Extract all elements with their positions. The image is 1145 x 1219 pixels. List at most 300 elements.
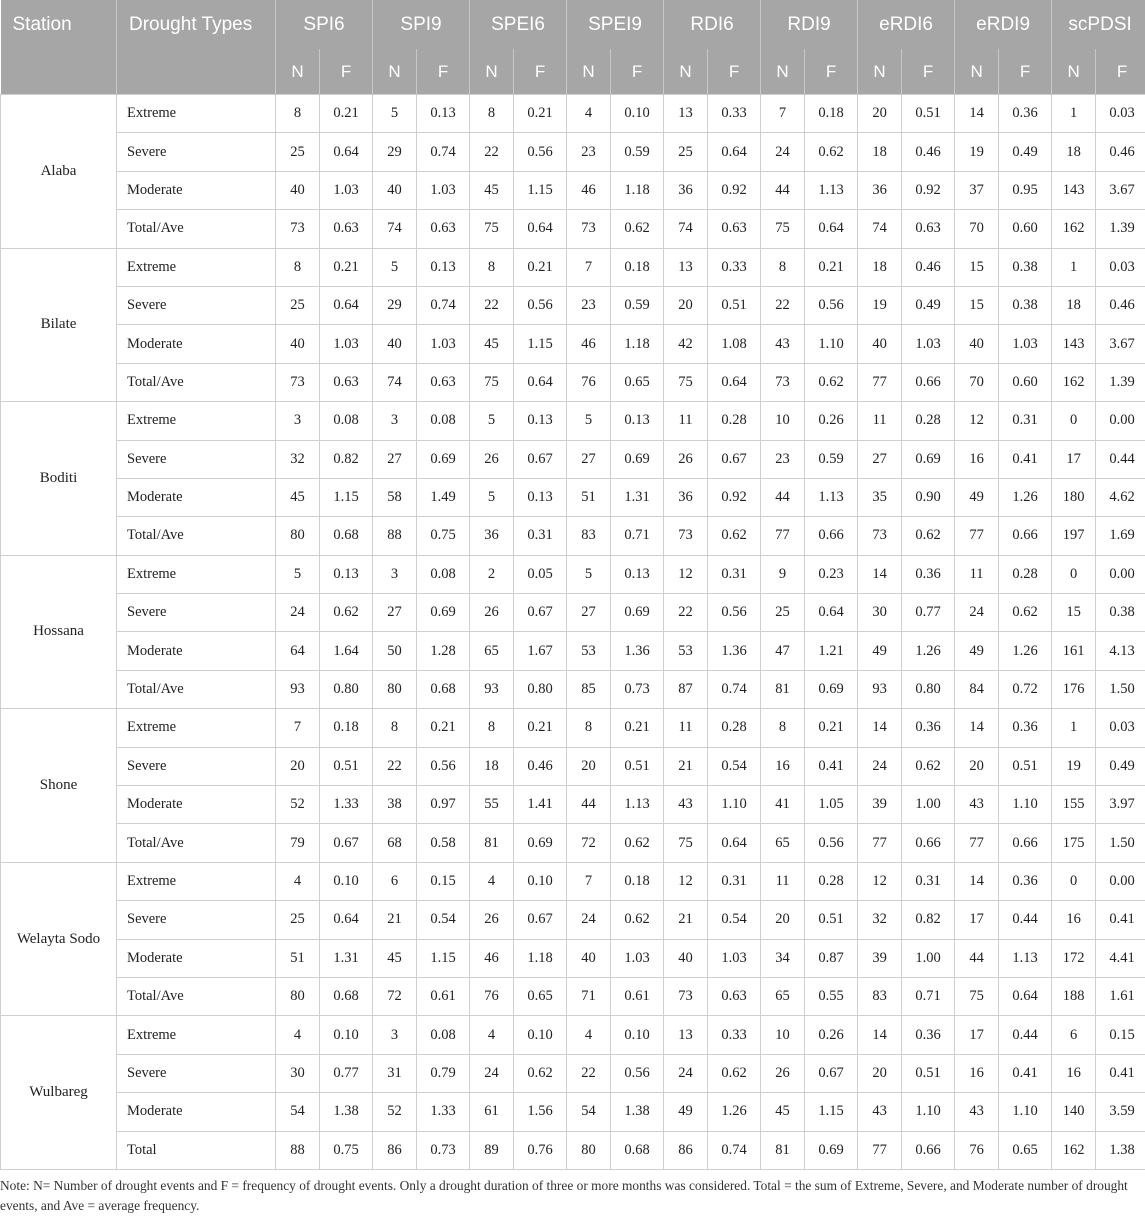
table-row bbox=[1, 517, 1145, 555]
table-body bbox=[1, 95, 1145, 1170]
cell-f: 0.10 bbox=[320, 862, 373, 900]
cell-f: 0.61 bbox=[611, 977, 664, 1015]
cell-n: 8 bbox=[276, 248, 320, 286]
header-index-spi6: SPI6 bbox=[276, 0, 373, 49]
cell-f: 0.18 bbox=[611, 248, 664, 286]
cell-f: 0.31 bbox=[999, 402, 1052, 440]
drought-type: Total bbox=[117, 1131, 276, 1169]
cell-n: 89 bbox=[470, 1131, 514, 1169]
cell-n: 34 bbox=[761, 939, 805, 977]
cell-n: 44 bbox=[761, 171, 805, 209]
cell-n: 15 bbox=[1052, 594, 1096, 632]
cell-n: 1 bbox=[1052, 248, 1096, 286]
cell-n: 14 bbox=[955, 95, 999, 133]
cell-n: 40 bbox=[276, 325, 320, 363]
cell-f: 1.39 bbox=[1096, 210, 1145, 248]
cell-f: 0.64 bbox=[999, 977, 1052, 1015]
cell-n: 46 bbox=[470, 939, 514, 977]
cell-f: 0.69 bbox=[805, 1131, 858, 1169]
cell-n: 32 bbox=[858, 901, 902, 939]
cell-f: 0.69 bbox=[902, 440, 955, 478]
cell-f: 0.66 bbox=[902, 824, 955, 862]
cell-f: 0.62 bbox=[805, 133, 858, 171]
cell-n: 8 bbox=[276, 95, 320, 133]
cell-n: 36 bbox=[858, 171, 902, 209]
cell-n: 18 bbox=[470, 747, 514, 785]
cell-n: 18 bbox=[1052, 133, 1096, 171]
cell-n: 80 bbox=[276, 977, 320, 1015]
cell-f: 1.03 bbox=[708, 939, 761, 977]
cell-f: 0.62 bbox=[611, 824, 664, 862]
cell-f: 0.56 bbox=[611, 1054, 664, 1092]
cell-n: 65 bbox=[761, 977, 805, 1015]
drought-type: Extreme bbox=[117, 248, 276, 286]
table-row bbox=[1, 95, 1145, 133]
cell-f: 0.67 bbox=[805, 1054, 858, 1092]
drought-type: Severe bbox=[117, 747, 276, 785]
table-row bbox=[1, 1131, 1145, 1169]
cell-f: 0.62 bbox=[902, 747, 955, 785]
cell-n: 22 bbox=[761, 286, 805, 324]
cell-n: 73 bbox=[761, 363, 805, 401]
cell-f: 1.36 bbox=[611, 632, 664, 670]
cell-f: 0.54 bbox=[708, 747, 761, 785]
cell-n: 6 bbox=[1052, 1016, 1096, 1054]
cell-n: 9 bbox=[761, 555, 805, 593]
cell-n: 73 bbox=[664, 517, 708, 555]
cell-f: 0.51 bbox=[902, 95, 955, 133]
cell-f: 1.69 bbox=[1096, 517, 1145, 555]
cell-f: 1.10 bbox=[999, 786, 1052, 824]
cell-n: 3 bbox=[373, 402, 417, 440]
cell-n: 74 bbox=[858, 210, 902, 248]
cell-f: 0.21 bbox=[320, 248, 373, 286]
cell-n: 43 bbox=[858, 1093, 902, 1131]
cell-n: 20 bbox=[664, 286, 708, 324]
cell-f: 0.59 bbox=[805, 440, 858, 478]
cell-n: 23 bbox=[761, 440, 805, 478]
cell-n: 40 bbox=[276, 171, 320, 209]
cell-n: 5 bbox=[470, 402, 514, 440]
cell-n: 7 bbox=[567, 248, 611, 286]
cell-f: 0.51 bbox=[320, 747, 373, 785]
cell-f: 0.66 bbox=[902, 363, 955, 401]
cell-n: 20 bbox=[276, 747, 320, 785]
cell-f: 3.67 bbox=[1096, 325, 1145, 363]
cell-f: 1.50 bbox=[1096, 824, 1145, 862]
cell-f: 0.23 bbox=[805, 555, 858, 593]
cell-f: 0.67 bbox=[708, 440, 761, 478]
table-row bbox=[1, 862, 1145, 900]
cell-f: 0.64 bbox=[514, 210, 567, 248]
cell-n: 46 bbox=[567, 325, 611, 363]
cell-n: 88 bbox=[373, 517, 417, 555]
cell-f: 0.68 bbox=[417, 670, 470, 708]
cell-n: 86 bbox=[373, 1131, 417, 1169]
cell-n: 19 bbox=[955, 133, 999, 171]
cell-n: 36 bbox=[470, 517, 514, 555]
cell-n: 172 bbox=[1052, 939, 1096, 977]
cell-n: 24 bbox=[955, 594, 999, 632]
cell-n: 176 bbox=[1052, 670, 1096, 708]
cell-f: 0.00 bbox=[1096, 555, 1145, 593]
cell-n: 0 bbox=[1052, 862, 1096, 900]
cell-n: 76 bbox=[955, 1131, 999, 1169]
station-name: Hossana bbox=[1, 555, 117, 709]
cell-n: 77 bbox=[858, 1131, 902, 1169]
cell-f: 0.28 bbox=[708, 709, 761, 747]
cell-n: 27 bbox=[567, 440, 611, 478]
cell-n: 19 bbox=[858, 286, 902, 324]
cell-n: 71 bbox=[567, 977, 611, 1015]
cell-f: 0.63 bbox=[320, 210, 373, 248]
cell-n: 75 bbox=[664, 363, 708, 401]
cell-f: 0.62 bbox=[805, 363, 858, 401]
cell-f: 0.51 bbox=[708, 286, 761, 324]
cell-n: 54 bbox=[567, 1093, 611, 1131]
cell-f: 0.41 bbox=[1096, 901, 1145, 939]
cell-n: 14 bbox=[955, 862, 999, 900]
table-row bbox=[1, 171, 1145, 209]
cell-f: 0.41 bbox=[805, 747, 858, 785]
cell-n: 11 bbox=[955, 555, 999, 593]
cell-n: 25 bbox=[664, 133, 708, 171]
cell-f: 0.46 bbox=[1096, 133, 1145, 171]
cell-n: 31 bbox=[373, 1054, 417, 1092]
cell-n: 6 bbox=[373, 862, 417, 900]
drought-type: Extreme bbox=[117, 95, 276, 133]
cell-n: 80 bbox=[567, 1131, 611, 1169]
cell-f: 0.73 bbox=[417, 1131, 470, 1169]
cell-f: 1.15 bbox=[514, 325, 567, 363]
station-name: Shone bbox=[1, 709, 117, 863]
cell-f: 0.21 bbox=[514, 248, 567, 286]
cell-n: 35 bbox=[858, 478, 902, 516]
cell-n: 19 bbox=[1052, 747, 1096, 785]
header-sub-f: F bbox=[514, 49, 567, 95]
cell-f: 0.77 bbox=[320, 1054, 373, 1092]
cell-n: 24 bbox=[858, 747, 902, 785]
header-sub-f: F bbox=[708, 49, 761, 95]
drought-type: Moderate bbox=[117, 325, 276, 363]
cell-n: 21 bbox=[373, 901, 417, 939]
cell-n: 40 bbox=[664, 939, 708, 977]
cell-f: 0.15 bbox=[417, 862, 470, 900]
station-name: Wulbareg bbox=[1, 1016, 117, 1170]
table-note: Note: N= Number of drought events and F = frequency of drought events. Only a drought duration of three or more months was considered. Total = the sum of Extreme, Severe, and Moderate number of drought events, and Ave = average frequency. bbox=[0, 1178, 1128, 1213]
cell-n: 39 bbox=[858, 786, 902, 824]
cell-n: 22 bbox=[470, 286, 514, 324]
cell-n: 143 bbox=[1052, 171, 1096, 209]
cell-f: 0.77 bbox=[902, 594, 955, 632]
cell-n: 11 bbox=[664, 709, 708, 747]
cell-f: 0.69 bbox=[514, 824, 567, 862]
header-sub-f: F bbox=[805, 49, 858, 95]
cell-f: 0.55 bbox=[805, 977, 858, 1015]
cell-n: 20 bbox=[955, 747, 999, 785]
cell-f: 0.51 bbox=[611, 747, 664, 785]
cell-f: 0.54 bbox=[708, 901, 761, 939]
cell-f: 0.71 bbox=[611, 517, 664, 555]
cell-f: 1.08 bbox=[708, 325, 761, 363]
cell-f: 0.08 bbox=[417, 1016, 470, 1054]
cell-f: 0.44 bbox=[999, 1016, 1052, 1054]
header-drought-types: Drought Types bbox=[117, 0, 276, 49]
cell-f: 0.62 bbox=[611, 901, 664, 939]
cell-n: 40 bbox=[955, 325, 999, 363]
cell-f: 0.68 bbox=[320, 517, 373, 555]
cell-n: 65 bbox=[761, 824, 805, 862]
cell-n: 55 bbox=[470, 786, 514, 824]
cell-f: 0.31 bbox=[902, 862, 955, 900]
station-name: Alaba bbox=[1, 95, 117, 249]
cell-f: 1.05 bbox=[805, 786, 858, 824]
cell-f: 0.21 bbox=[417, 709, 470, 747]
cell-f: 0.62 bbox=[902, 517, 955, 555]
cell-f: 1.03 bbox=[611, 939, 664, 977]
cell-n: 5 bbox=[470, 478, 514, 516]
cell-n: 74 bbox=[373, 210, 417, 248]
cell-f: 0.36 bbox=[999, 709, 1052, 747]
cell-n: 25 bbox=[276, 133, 320, 171]
table-row bbox=[1, 824, 1145, 862]
cell-n: 80 bbox=[373, 670, 417, 708]
cell-f: 0.64 bbox=[320, 133, 373, 171]
cell-n: 16 bbox=[1052, 1054, 1096, 1092]
cell-f: 0.31 bbox=[708, 862, 761, 900]
cell-n: 12 bbox=[664, 555, 708, 593]
cell-f: 1.18 bbox=[514, 939, 567, 977]
cell-f: 0.82 bbox=[320, 440, 373, 478]
cell-n: 93 bbox=[470, 670, 514, 708]
cell-n: 26 bbox=[470, 594, 514, 632]
cell-n: 30 bbox=[276, 1054, 320, 1092]
cell-f: 0.31 bbox=[514, 517, 567, 555]
cell-n: 22 bbox=[664, 594, 708, 632]
cell-n: 18 bbox=[858, 248, 902, 286]
cell-f: 1.21 bbox=[805, 632, 858, 670]
cell-f: 0.08 bbox=[417, 555, 470, 593]
cell-f: 0.44 bbox=[999, 901, 1052, 939]
cell-f: 1.13 bbox=[805, 171, 858, 209]
cell-f: 0.56 bbox=[805, 286, 858, 324]
cell-n: 24 bbox=[276, 594, 320, 632]
cell-f: 1.03 bbox=[902, 325, 955, 363]
cell-f: 0.64 bbox=[708, 133, 761, 171]
cell-n: 20 bbox=[761, 901, 805, 939]
cell-n: 40 bbox=[858, 325, 902, 363]
cell-n: 143 bbox=[1052, 325, 1096, 363]
cell-n: 4 bbox=[276, 862, 320, 900]
cell-f: 0.60 bbox=[999, 363, 1052, 401]
cell-f: 1.15 bbox=[514, 171, 567, 209]
cell-f: 0.31 bbox=[708, 555, 761, 593]
cell-n: 76 bbox=[567, 363, 611, 401]
cell-n: 24 bbox=[567, 901, 611, 939]
drought-type: Severe bbox=[117, 440, 276, 478]
cell-f: 0.74 bbox=[708, 1131, 761, 1169]
cell-n: 58 bbox=[373, 478, 417, 516]
cell-n: 87 bbox=[664, 670, 708, 708]
header-station-blank bbox=[1, 49, 117, 95]
drought-type: Extreme bbox=[117, 555, 276, 593]
cell-f: 0.66 bbox=[999, 824, 1052, 862]
cell-n: 54 bbox=[276, 1093, 320, 1131]
cell-f: 0.00 bbox=[1096, 402, 1145, 440]
table-row bbox=[1, 1054, 1145, 1092]
header-sub-f: F bbox=[417, 49, 470, 95]
cell-n: 162 bbox=[1052, 1131, 1096, 1169]
cell-n: 5 bbox=[567, 555, 611, 593]
cell-f: 0.90 bbox=[902, 478, 955, 516]
table-row bbox=[1, 286, 1145, 324]
cell-n: 39 bbox=[858, 939, 902, 977]
table-row bbox=[1, 747, 1145, 785]
cell-f: 0.74 bbox=[708, 670, 761, 708]
cell-n: 8 bbox=[373, 709, 417, 747]
header-sub-n: N bbox=[373, 49, 417, 95]
cell-f: 1.33 bbox=[417, 1093, 470, 1131]
cell-f: 0.28 bbox=[999, 555, 1052, 593]
cell-n: 25 bbox=[276, 286, 320, 324]
cell-n: 61 bbox=[470, 1093, 514, 1131]
header-sub-f: F bbox=[999, 49, 1052, 95]
cell-f: 0.46 bbox=[514, 747, 567, 785]
cell-n: 18 bbox=[858, 133, 902, 171]
table-row bbox=[1, 670, 1145, 708]
station-name: Welayta Sodo bbox=[1, 862, 117, 1016]
cell-n: 1 bbox=[1052, 709, 1096, 747]
cell-f: 1.38 bbox=[1096, 1131, 1145, 1169]
cell-n: 1 bbox=[1052, 95, 1096, 133]
cell-f: 0.49 bbox=[902, 286, 955, 324]
header-sub-n: N bbox=[858, 49, 902, 95]
cell-f: 1.13 bbox=[805, 478, 858, 516]
table-row bbox=[1, 1016, 1145, 1054]
cell-f: 0.51 bbox=[999, 747, 1052, 785]
header-sub-n: N bbox=[761, 49, 805, 95]
cell-f: 1.15 bbox=[417, 939, 470, 977]
cell-n: 15 bbox=[955, 286, 999, 324]
cell-f: 0.67 bbox=[514, 440, 567, 478]
cell-n: 81 bbox=[470, 824, 514, 862]
header-index-spei6: SPEI6 bbox=[470, 0, 567, 49]
cell-f: 4.62 bbox=[1096, 478, 1145, 516]
cell-n: 27 bbox=[858, 440, 902, 478]
cell-n: 21 bbox=[664, 901, 708, 939]
cell-f: 1.18 bbox=[611, 171, 664, 209]
header-sub-f: F bbox=[320, 49, 373, 95]
cell-f: 0.63 bbox=[708, 210, 761, 248]
cell-n: 13 bbox=[664, 248, 708, 286]
cell-f: 0.75 bbox=[320, 1131, 373, 1169]
header-index-rdi6: RDI6 bbox=[664, 0, 761, 49]
cell-f: 0.92 bbox=[708, 171, 761, 209]
cell-n: 68 bbox=[373, 824, 417, 862]
cell-f: 0.68 bbox=[611, 1131, 664, 1169]
cell-f: 0.65 bbox=[999, 1131, 1052, 1169]
cell-f: 1.15 bbox=[320, 478, 373, 516]
table-row bbox=[1, 977, 1145, 1015]
drought-type: Moderate bbox=[117, 786, 276, 824]
cell-n: 21 bbox=[664, 747, 708, 785]
cell-f: 1.41 bbox=[514, 786, 567, 824]
header-index-erdi6: eRDI6 bbox=[858, 0, 955, 49]
cell-f: 4.41 bbox=[1096, 939, 1145, 977]
cell-n: 22 bbox=[567, 1054, 611, 1092]
cell-f: 0.66 bbox=[902, 1131, 955, 1169]
cell-n: 10 bbox=[761, 1016, 805, 1054]
header-station: Station bbox=[1, 0, 117, 49]
cell-f: 1.67 bbox=[514, 632, 567, 670]
cell-f: 0.18 bbox=[320, 709, 373, 747]
cell-n: 74 bbox=[373, 363, 417, 401]
cell-f: 0.92 bbox=[902, 171, 955, 209]
cell-n: 45 bbox=[470, 325, 514, 363]
cell-f: 1.10 bbox=[708, 786, 761, 824]
cell-f: 0.79 bbox=[417, 1054, 470, 1092]
cell-f: 1.03 bbox=[417, 171, 470, 209]
cell-n: 43 bbox=[955, 786, 999, 824]
cell-f: 1.26 bbox=[708, 1093, 761, 1131]
cell-f: 0.59 bbox=[611, 133, 664, 171]
cell-n: 45 bbox=[373, 939, 417, 977]
cell-f: 1.39 bbox=[1096, 363, 1145, 401]
cell-n: 5 bbox=[373, 95, 417, 133]
cell-f: 0.10 bbox=[611, 1016, 664, 1054]
cell-f: 0.62 bbox=[320, 594, 373, 632]
cell-f: 0.33 bbox=[708, 95, 761, 133]
cell-f: 1.10 bbox=[999, 1093, 1052, 1131]
cell-n: 76 bbox=[470, 977, 514, 1015]
cell-n: 73 bbox=[276, 363, 320, 401]
cell-f: 0.62 bbox=[999, 594, 1052, 632]
cell-f: 0.66 bbox=[999, 517, 1052, 555]
cell-f: 0.64 bbox=[805, 594, 858, 632]
cell-f: 0.69 bbox=[805, 670, 858, 708]
cell-f: 0.64 bbox=[708, 363, 761, 401]
table-row bbox=[1, 786, 1145, 824]
cell-f: 1.13 bbox=[611, 786, 664, 824]
cell-n: 52 bbox=[276, 786, 320, 824]
cell-n: 14 bbox=[858, 555, 902, 593]
cell-n: 12 bbox=[664, 862, 708, 900]
cell-f: 1.13 bbox=[999, 939, 1052, 977]
cell-n: 43 bbox=[955, 1093, 999, 1131]
cell-n: 27 bbox=[373, 594, 417, 632]
cell-n: 79 bbox=[276, 824, 320, 862]
cell-f: 1.49 bbox=[417, 478, 470, 516]
cell-n: 86 bbox=[664, 1131, 708, 1169]
cell-f: 0.10 bbox=[514, 862, 567, 900]
cell-f: 0.41 bbox=[999, 1054, 1052, 1092]
cell-n: 4 bbox=[567, 95, 611, 133]
cell-n: 84 bbox=[955, 670, 999, 708]
cell-n: 40 bbox=[567, 939, 611, 977]
cell-f: 0.18 bbox=[805, 95, 858, 133]
table-row bbox=[1, 210, 1145, 248]
cell-n: 11 bbox=[761, 862, 805, 900]
header-sub-n: N bbox=[276, 49, 320, 95]
cell-f: 1.31 bbox=[320, 939, 373, 977]
cell-f: 0.49 bbox=[1096, 747, 1145, 785]
cell-f: 0.65 bbox=[611, 363, 664, 401]
cell-n: 93 bbox=[276, 670, 320, 708]
cell-n: 13 bbox=[664, 1016, 708, 1054]
cell-n: 155 bbox=[1052, 786, 1096, 824]
cell-n: 93 bbox=[858, 670, 902, 708]
drought-type: Moderate bbox=[117, 632, 276, 670]
